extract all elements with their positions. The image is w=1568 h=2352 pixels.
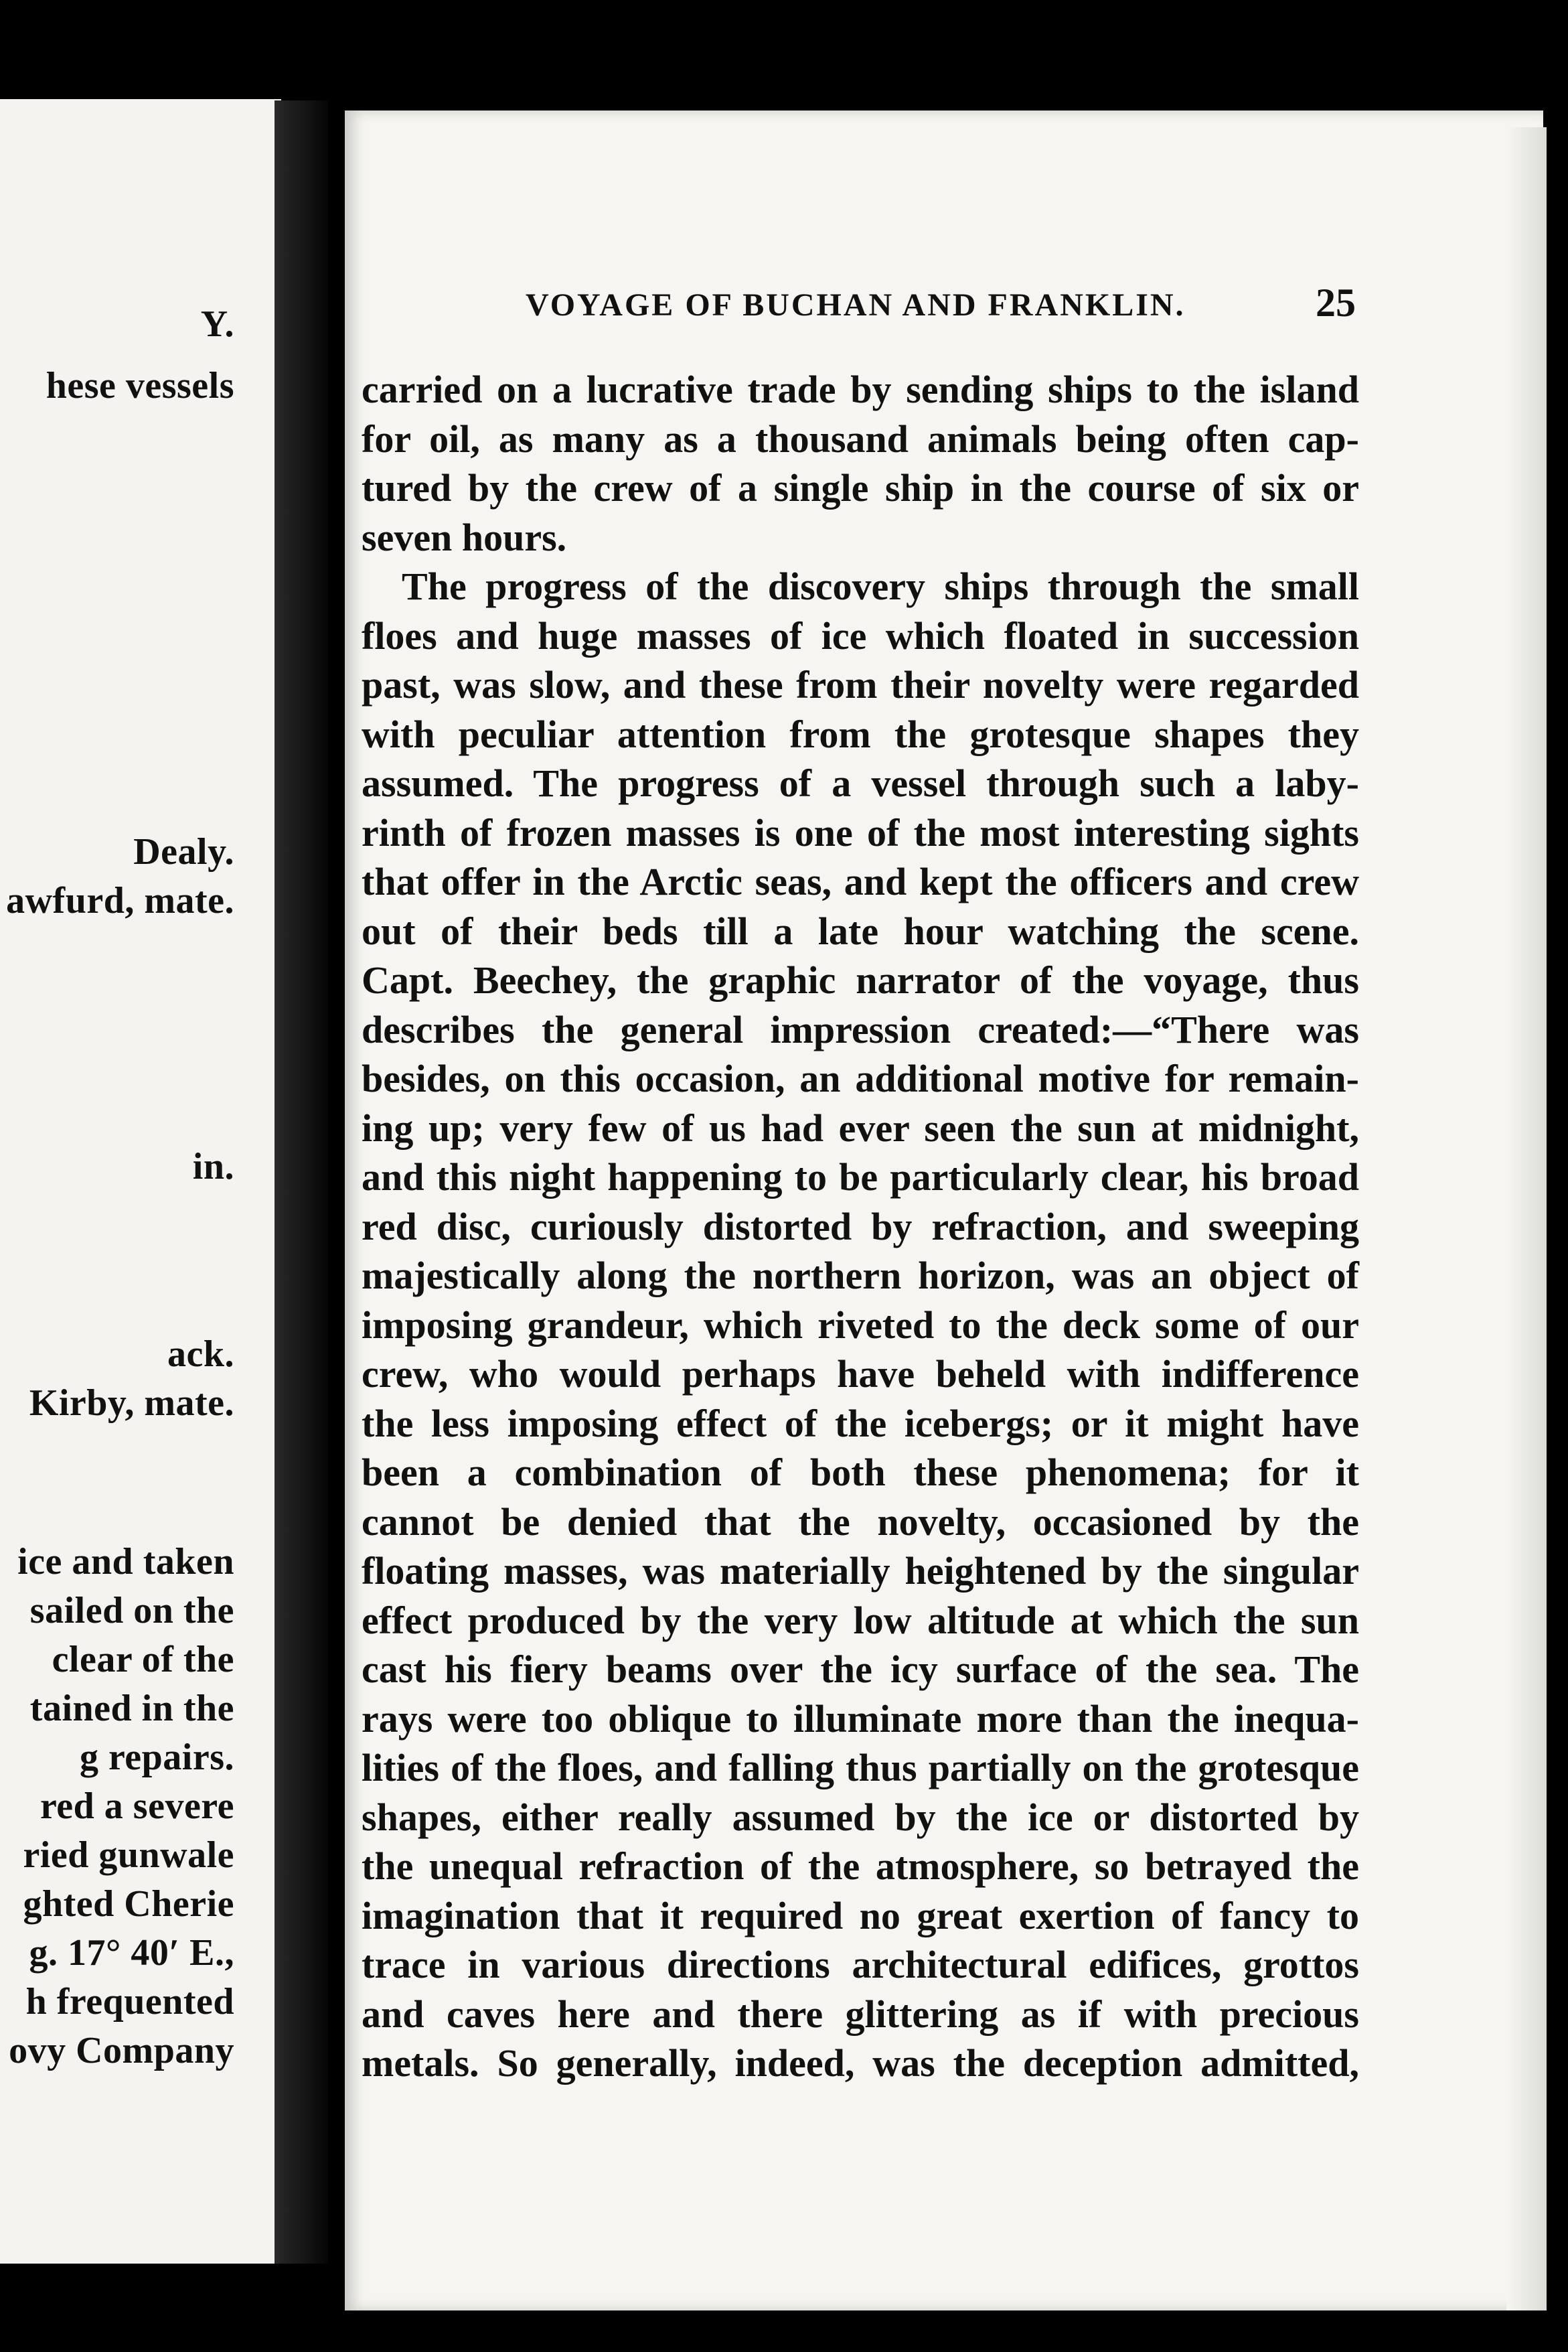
body-line: assumed. The progress of a vessel through such a laby- <box>362 761 1359 805</box>
running-head: VOYAGE OF BUCHAN AND FRANKLIN. <box>526 287 1186 323</box>
body-line: The progress of the discovery ships through the small <box>402 565 1359 608</box>
body-line: metals. So generally, indeed, was the deception admitted, <box>362 2041 1359 2085</box>
left-text-group <box>0 1538 234 2075</box>
body-line: the unequal refraction of the atmosphere, so betrayed the <box>362 1844 1359 1888</box>
page-number: 25 <box>1316 281 1356 325</box>
body-line: and caves here and there glittering as if with precious <box>362 1992 1359 2036</box>
left-text-line: g. 17° 40′ E., <box>29 1932 234 1974</box>
body-line: rinth of frozen masses is one of the most interesting sights <box>362 810 1359 855</box>
left-text-line: red a severe <box>40 1785 234 1827</box>
body-line: floes and huge masses of ice which floated in succession <box>362 613 1359 658</box>
left-text-line: awfurd, mate. <box>6 880 234 922</box>
body-line: that offer in the Arctic seas, and kept the officers and crew <box>362 860 1359 903</box>
left-text-line: ried gunwale <box>23 1834 234 1876</box>
left-text-line: g repairs. <box>79 1737 234 1778</box>
left-text-line: Dealy. <box>133 831 234 873</box>
body-line: rays were too oblique to illuminate more than the inequa- <box>362 1696 1359 1741</box>
left-text-line: sailed on the <box>29 1590 234 1631</box>
left-text-group <box>0 828 234 926</box>
left-text-line: clear of the <box>52 1639 234 1680</box>
body-line: out of their beds till a late hour watching the scene. <box>362 909 1359 953</box>
left-text-line: ice and taken <box>17 1541 234 1583</box>
left-header-fragment: Y. <box>200 303 234 345</box>
body-line: seven hours. <box>362 515 567 559</box>
body-line: besides, on this occasion, an additional motive for remain- <box>362 1057 1359 1100</box>
left-text-line: tained in the <box>29 1688 234 1729</box>
left-text-line: hese vessels <box>46 365 234 407</box>
body-line: the less imposing effect of the icebergs; or it might have <box>362 1401 1359 1445</box>
body-line: crew, who would perhaps have beheld with indifference <box>362 1352 1359 1396</box>
body-line: lities of the floes, and falling thus partially on the grotesque <box>362 1746 1359 1789</box>
left-text-line: h frequented <box>25 1981 234 2023</box>
body-line: imposing grandeur, which riveted to the deck some of our <box>362 1303 1359 1347</box>
body-line: been a combination of both these phenomena; for it <box>362 1451 1359 1494</box>
body-line: cast his fiery beams over the icy surface of the sea. The <box>362 1647 1359 1691</box>
left-text-line: ghted Cherie <box>23 1883 234 1925</box>
left-text-group <box>0 1143 234 1191</box>
body-text <box>362 365 1359 2088</box>
left-page <box>0 99 281 2264</box>
left-text-line: ovy Company <box>9 2030 234 2071</box>
body-line: past, was slow, and these from their novelty were regarded <box>362 663 1359 707</box>
body-line: trace in various directions architectural edifices, grottos <box>362 1943 1359 1986</box>
body-line: cannot be denied that the novelty, occasioned by the <box>362 1499 1359 1544</box>
body-line: and this night happening to be particularly clear, his broad <box>362 1155 1359 1199</box>
gutter-shadow <box>275 100 328 2264</box>
body-line: carried on a lucrative trade by sending ships to the island <box>362 368 1359 411</box>
body-line: red disc, curiously distorted by refraction, and sweeping <box>362 1204 1359 1248</box>
body-line: Capt. Beechey, the graphic narrator of the voyage, thus <box>362 958 1359 1002</box>
left-text-group <box>0 362 234 411</box>
body-line: floating masses, was materially heightened by the singular <box>362 1549 1359 1593</box>
body-line: with peculiar attention from the grotesque shapes they <box>362 712 1359 756</box>
left-text-group <box>0 1330 234 1428</box>
page-edge <box>1506 127 1547 2310</box>
body-line: describes the general impression created:—“There was <box>362 1007 1359 1051</box>
body-line: shapes, either really assumed by the ice or distorted by <box>362 1795 1359 1839</box>
body-line: tured by the crew of a single ship in the course of six or <box>362 466 1359 510</box>
left-text-line: ack. <box>167 1333 234 1375</box>
left-text-line: in. <box>192 1146 234 1187</box>
body-line: majestically along the northern horizon, was an object of <box>362 1254 1359 1297</box>
body-line: for oil, as many as a thousand animals being often cap- <box>362 417 1359 461</box>
body-line: imagination that it required no great exertion of fancy to <box>362 1893 1359 1937</box>
body-line: effect produced by the very low altitude at which the sun <box>362 1598 1359 1642</box>
left-text-line: Kirby, mate. <box>29 1382 234 1424</box>
body-line: ing up; very few of us had ever seen the sun at midnight, <box>362 1106 1359 1150</box>
